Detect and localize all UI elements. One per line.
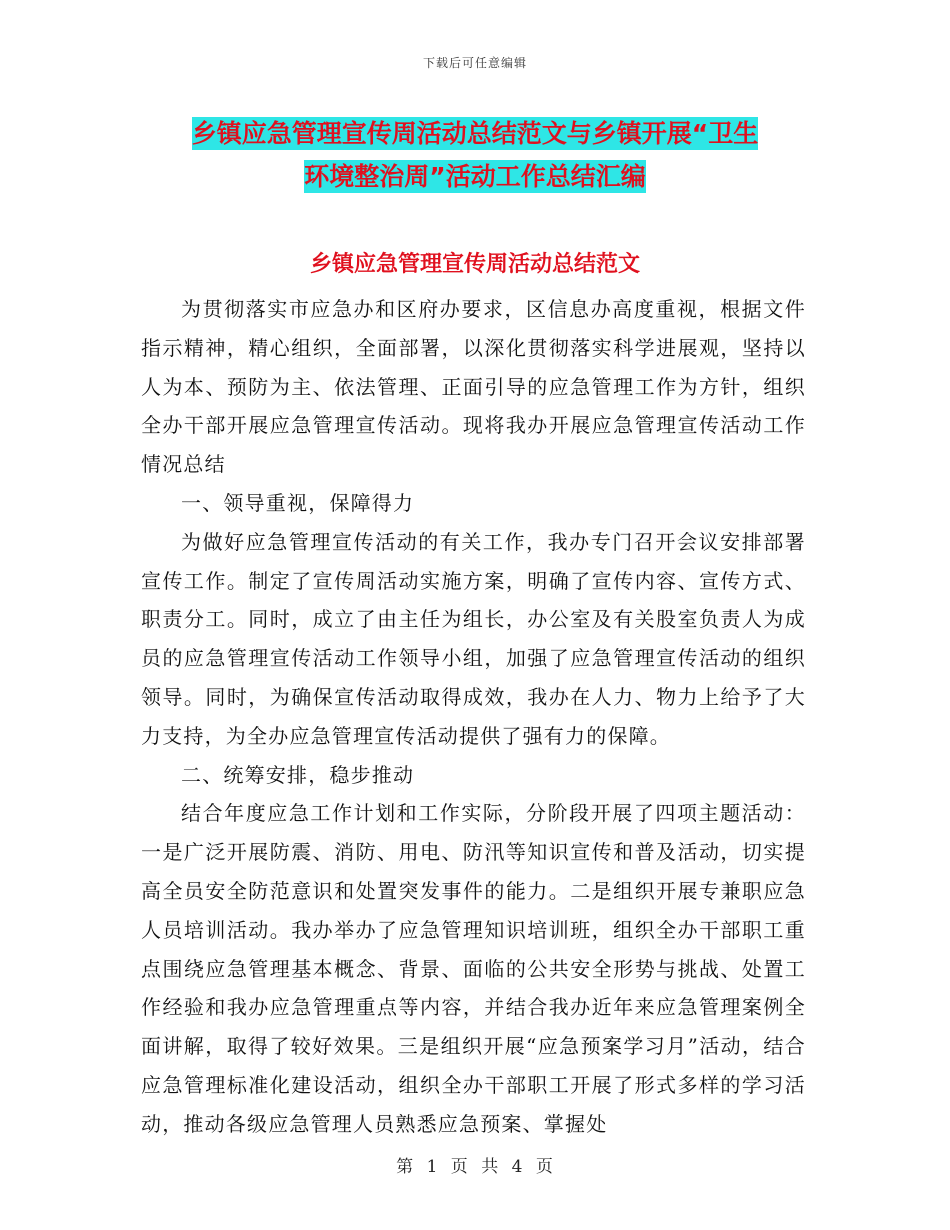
header-note: 下载后可任意编辑 [422,56,527,70]
document-title [140,112,810,198]
title-line-1: 乡镇应急管理宣传周活动总结范文与乡镇开展“卫生 [191,119,759,148]
title-line-2: 环境整治周”活动工作总结汇编 [304,162,646,191]
paragraph-section-2: 结合年度应急工作计划和工作实际，分阶段开展了四项主题活动：一是广泛开展防震、消防、用电、防汛等知识宣传和普及活动，切实提高全员安全防范意识和处置突发事件的能力。二是组织开展专兼职应急人员培训活动。我办举办了应急管理知识培训班，组织全办干部职工重点围绕应急管理基本概念、背景、面临的公共安全形势与挑战、处置工作经验和我办应急管理重点等内容，并结合我办近年来应急管理案例全面讲解，取得了较好效果。三是组织开展“应急预案学习月”活动，结合应急管理标准化建设活动，组织全办干部职工开展了形式多样的学习活动，推动各级应急管理人员熟悉应急预案、掌握处 [141,801,806,1136]
paragraph-section-1: 为做好应急管理宣传活动的有关工作，我办专门召开会议安排部署宣传工作。制定了宣传周活动实施方案，明确了宣传内容、宣传方式、职责分工。同时，成立了由主任为组长，办公室及有关股室负责人为成员的应急管理宣传活动工作领导小组，加强了应急管理宣传活动的组织领导。同时，为确保宣传活动取得成效，我办在人力、物力上给予了大力支持，为全办应急管理宣传活动提供了强有力的保障。 [141,529,806,748]
page-number: 第 1 页 共 4 页 [396,1157,554,1177]
document-body [141,290,806,1144]
section-title: 乡镇应急管理宣传周活动总结范文 [309,252,640,277]
paragraph-intro: 为贯彻落实市应急办和区府办要求，区信息办高度重视，根据文件指示精神，精心组织，全面部署，以深化贯彻落实科学进展观，坚持以人为本、预防为主、依法管理、正面引导的应急管理工作为方针，组织全办干部开展应急管理宣传活动。现将我办开展应急管理宣传活动工作情况总结 [141,297,806,477]
heading-section-1: 一、领导重视，保障得力 [181,490,415,515]
heading-section-2: 二、统筹安排，稳步推动 [181,762,415,787]
